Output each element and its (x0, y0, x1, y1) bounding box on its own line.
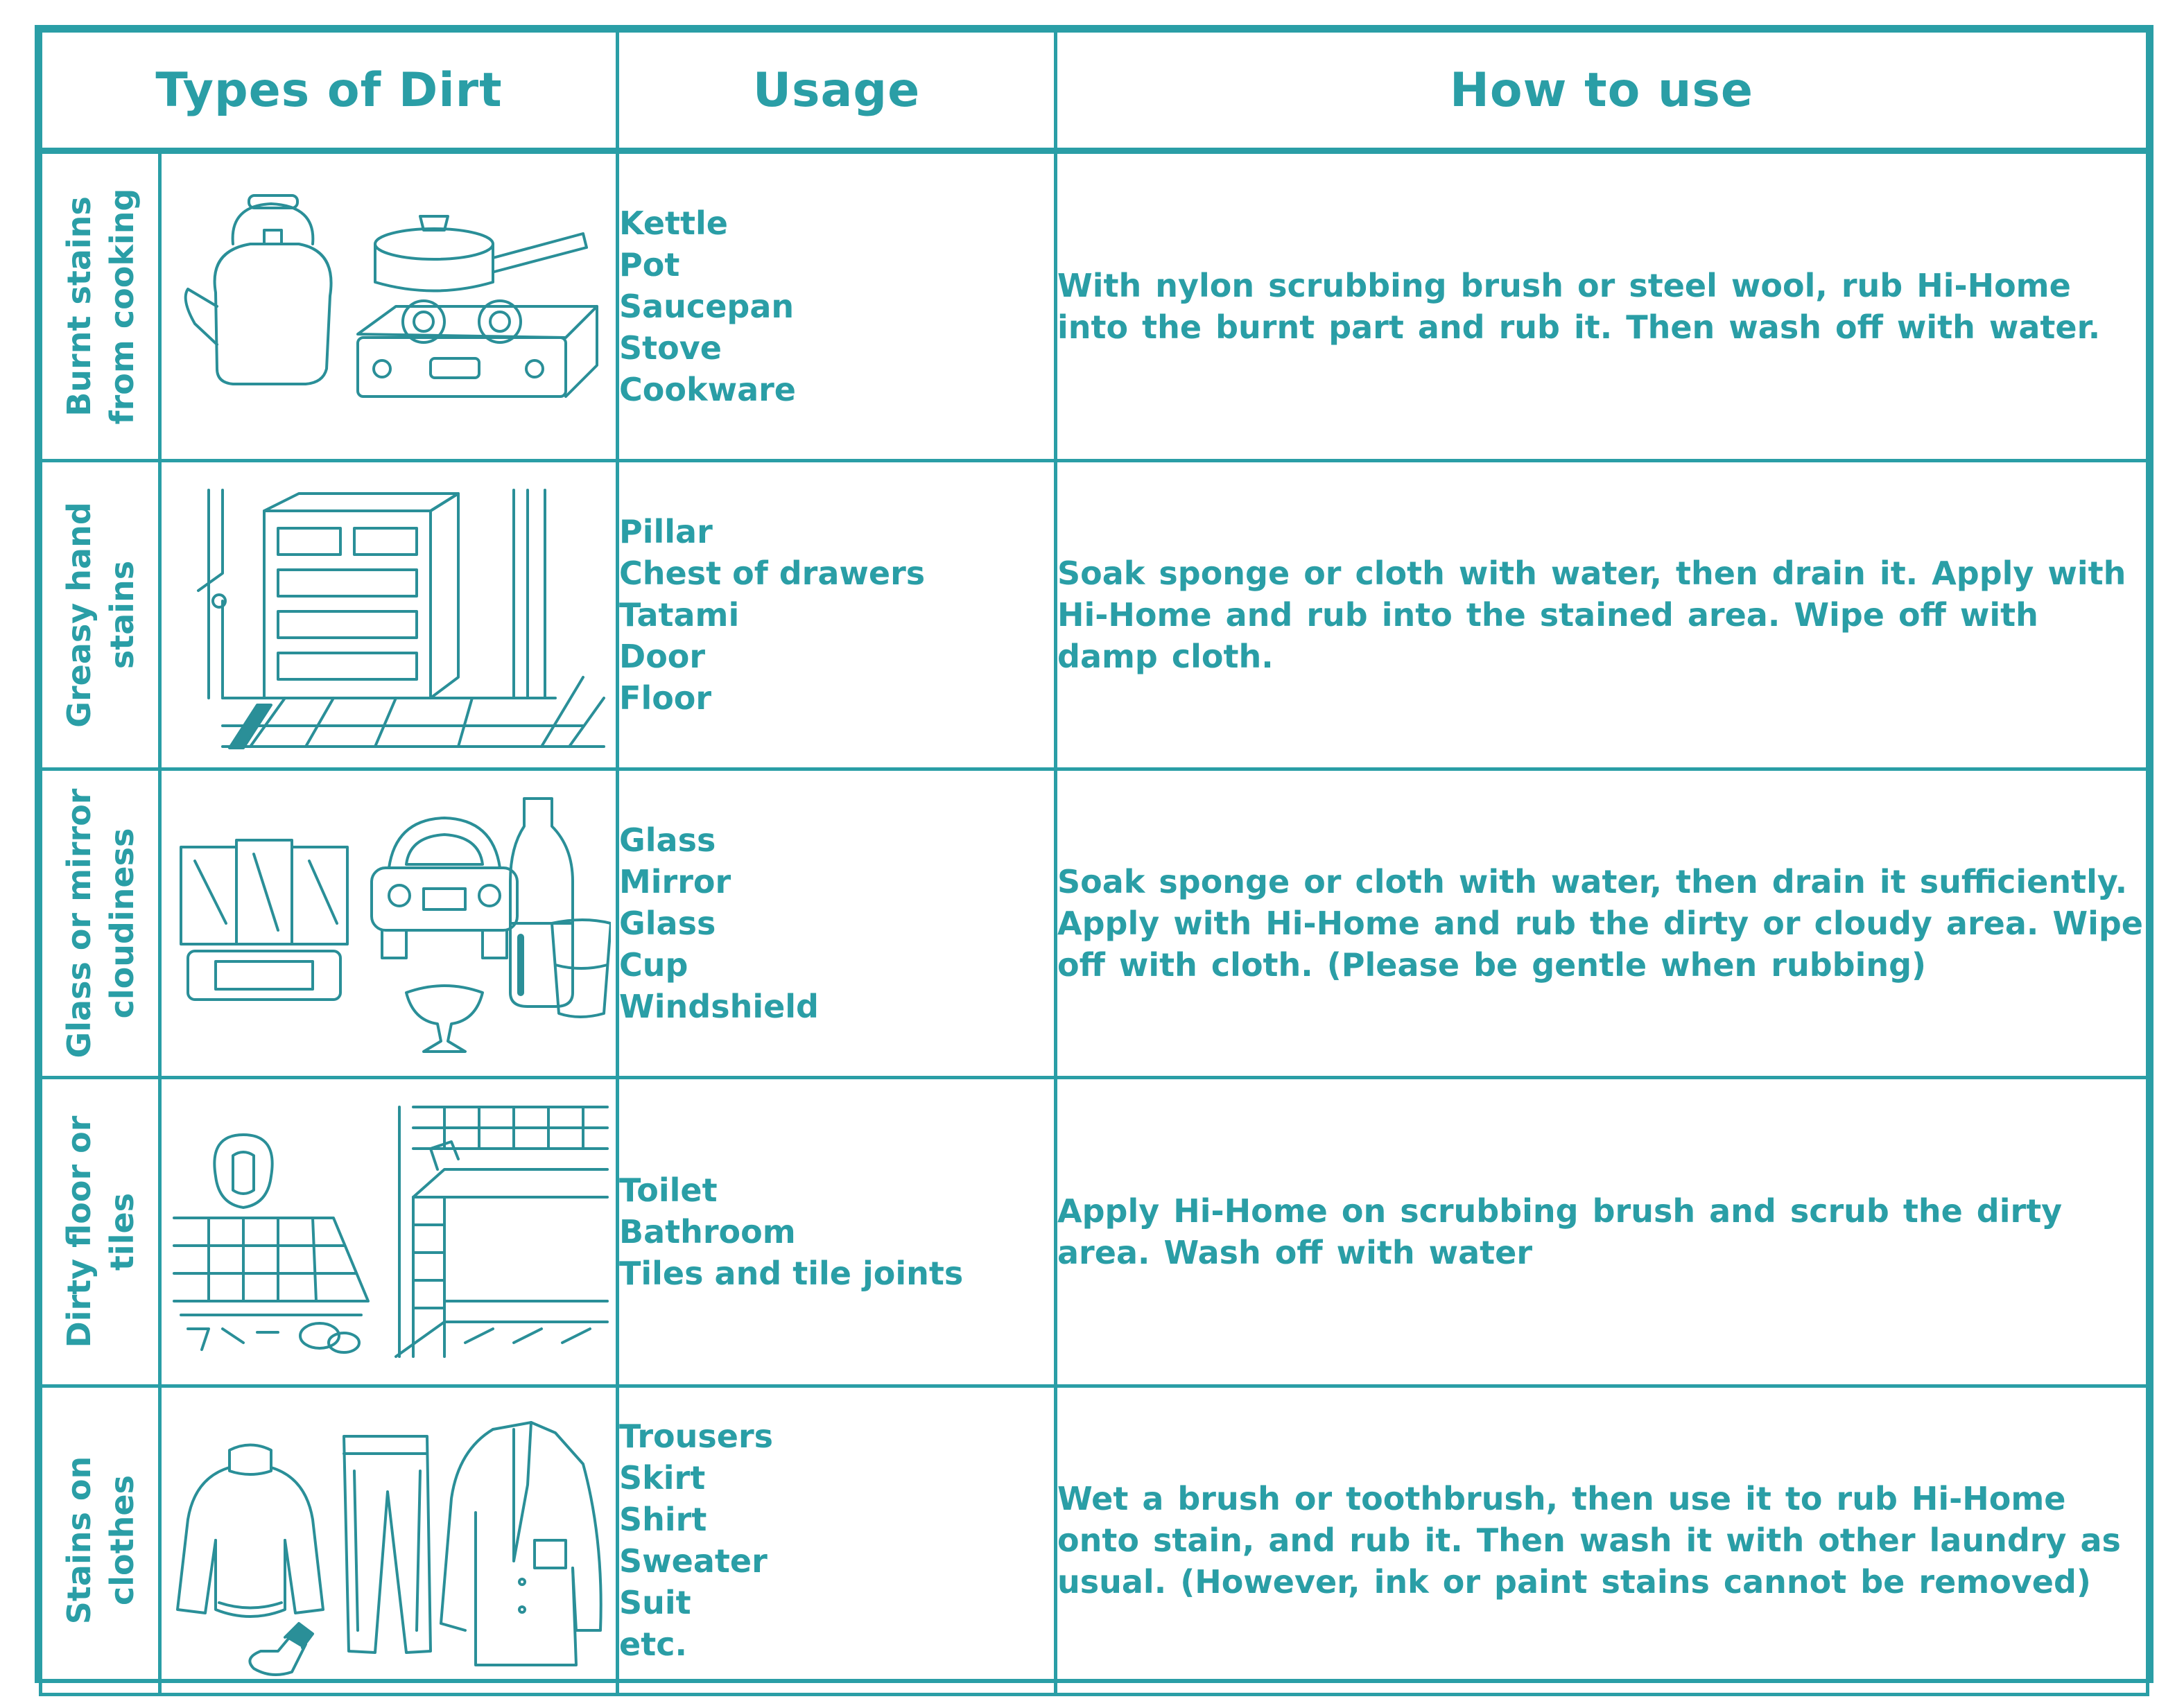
how-to-use-text: Soak sponge or cloth with water, then drain it sufficiently. Apply with Hi-Home and rub the dirty or cloudy area. Wipe off with cloth. (Please be gentle when rubbing) (1056, 769, 2148, 1078)
usage-list (619, 1415, 1054, 1665)
dirt-type-label: Greasy hand stains (60, 502, 141, 728)
how-to-use-text: Wet a brush or toothbrush, then use it to rub Hi-Home onto stain, and rub it. Then wash it with other laundry as usual. (However, ink or paint stains cannot be removed) (1056, 1386, 2148, 1695)
how-to-use-text: Apply Hi-Home on scrubbing brush and scrub the dirty area. Wash off with water (1056, 1078, 2148, 1386)
illustration-cell (160, 769, 618, 1078)
header-how-to-use: How to use (1056, 31, 2148, 151)
illustration-cell (160, 461, 618, 769)
dirt-type-cell (41, 151, 160, 461)
usage-list (619, 202, 1054, 410)
mirror-car-bottle-glass-icon (167, 785, 611, 1062)
usage-list (619, 819, 1054, 1027)
dirt-type-label: Burnt stains from cooking (60, 188, 141, 425)
header-usage: Usage (618, 31, 1056, 151)
usage-item: etc. (619, 1626, 687, 1663)
dirt-type-label: Stains on clothes (60, 1456, 141, 1625)
usage-list (619, 1169, 1054, 1294)
sweater-trousers-suit-icon (167, 1402, 611, 1679)
usage-item: Floor (619, 679, 712, 717)
usage-cell (618, 151, 1056, 461)
illustration-cell (160, 1386, 618, 1695)
header-types-of-dirt: Types of Dirt (41, 31, 618, 151)
dirt-type-cell (41, 461, 160, 769)
usage-cell (618, 769, 1056, 1078)
usage-cell (618, 461, 1056, 769)
kettle-pot-saucepan-stove-icon (167, 168, 611, 445)
usage-item: Pot (619, 246, 680, 284)
how-to-use-text: Soak sponge or cloth with water, then drain it. Apply with Hi-Home and rub into the stained area. Wipe off with damp cloth. (1056, 461, 2148, 769)
table-row (41, 461, 2148, 769)
usage-item: Tiles and tile joints (619, 1255, 964, 1292)
table-header-row (41, 31, 2148, 151)
usage-item: Tatami (619, 596, 740, 634)
dirt-type-label: Dirty floor or tiles (60, 1115, 141, 1348)
usage-item: Saucepan (619, 288, 795, 325)
usage-item: Mirror (619, 863, 731, 900)
table-row (41, 769, 2148, 1078)
room-with-chest-of-drawers-icon (167, 476, 611, 753)
table-row (41, 151, 2148, 461)
usage-item: Chest of drawers (619, 555, 926, 592)
toilet-and-bathtub-icon (167, 1093, 611, 1370)
dirt-type-cell (41, 769, 160, 1078)
usage-item: Pillar (619, 513, 713, 550)
usage-item: Shirt (619, 1501, 707, 1538)
illustration-cell (160, 151, 618, 461)
usage-item: Kettle (619, 204, 728, 242)
illustration-cell (160, 1078, 618, 1386)
dirt-guide-table-frame (35, 25, 2153, 1683)
dirt-type-label: Glass or mirror cloudiness (60, 788, 141, 1058)
usage-cell (618, 1078, 1056, 1386)
usage-item: Windshield (619, 988, 819, 1025)
usage-cell (618, 1386, 1056, 1695)
usage-item: Suit (619, 1584, 691, 1621)
table-row (41, 1386, 2148, 1695)
usage-item: Sweater (619, 1542, 768, 1580)
usage-list (619, 511, 1054, 719)
dirt-type-cell (41, 1078, 160, 1386)
dirt-type-cell (41, 1386, 160, 1695)
how-to-use-text: With nylon scrubbing brush or steel wool, rub Hi-Home into the burnt part and rub it. Then wash off with water. (1056, 151, 2148, 461)
usage-item: Glass (619, 821, 716, 859)
dirt-guide-table (39, 29, 2149, 1696)
usage-item: Toilet (619, 1171, 718, 1209)
usage-item: Stove (619, 329, 722, 367)
table-row (41, 1078, 2148, 1386)
usage-item: Cookware (619, 371, 796, 408)
usage-item: Bathroom (619, 1213, 796, 1250)
usage-item: Trousers (619, 1418, 774, 1455)
usage-item: Skirt (619, 1459, 706, 1497)
usage-item: Glass (619, 905, 716, 942)
usage-item: Cup (619, 946, 688, 984)
usage-item: Door (619, 638, 706, 675)
